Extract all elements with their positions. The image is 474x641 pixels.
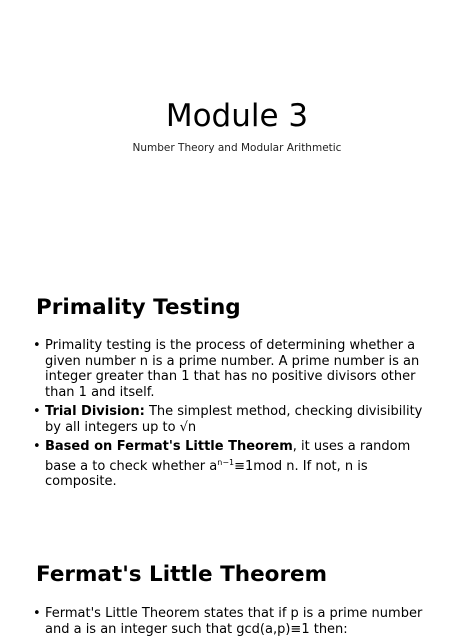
bullet-text: , it uses a random base a to check whether a <box>45 439 411 474</box>
bullet-bold-label: Trial Division: <box>45 404 145 419</box>
exponent: n−1 <box>217 457 235 467</box>
section-heading-fermats-little-theorem: Fermat's Little Theorem <box>36 562 328 587</box>
list-item <box>33 439 433 490</box>
bullet-text: The simplest method, checking divisibility by all integers up to √n <box>45 404 423 435</box>
title-slide <box>0 0 474 270</box>
bullet-text: ≡1mod n. If not, n is composite. <box>45 458 368 489</box>
slide-subtitle: Number Theory and Modular Arithmetic <box>132 142 342 154</box>
list-item <box>33 338 433 400</box>
section-heading-primality-testing: Primality Testing <box>36 295 241 320</box>
bullet-bold-label: Based on Fermat's Little Theorem <box>45 439 293 454</box>
list-item <box>33 606 433 637</box>
bullet-text: Fermat's Little Theorem states that if p is a prime number and a is an integer such that gcd(a,p)≡1 then: <box>45 606 423 637</box>
list-item <box>33 404 433 435</box>
fermat-bullet-list <box>33 606 433 641</box>
slide-title: Module 3 <box>165 98 309 134</box>
bullet-text: Primality testing is the process of determining whether a given number n is a prime number. A prime number is an integer greater than 1 that has no positive divisors other than 1 and itself. <box>45 338 420 400</box>
primality-bullet-list <box>33 338 433 494</box>
